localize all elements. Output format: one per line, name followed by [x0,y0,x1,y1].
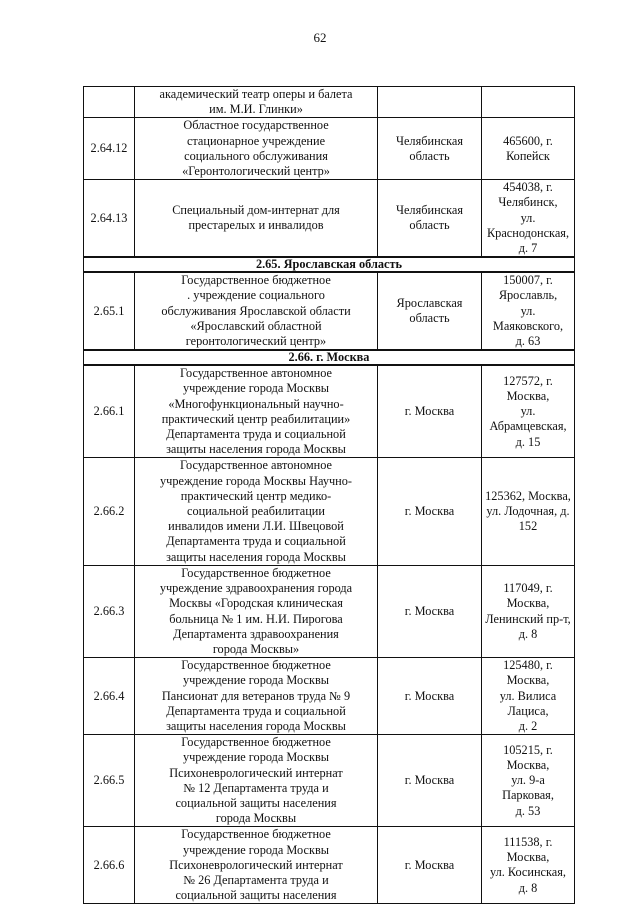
table-row [84,735,575,827]
table-row [84,658,575,735]
region-cell: Ярославская область [378,272,482,350]
institutions-table [83,86,575,904]
region-cell: г. Москва [378,827,482,904]
region-cell [378,87,482,118]
address-cell: 117049, г. Москва, Ленинский пр-т, д. 8 [482,565,575,657]
region-cell: г. Москва [378,658,482,735]
entry-number-cell: 2.64.13 [84,180,135,258]
section-title: 2.66. г. Москва [84,350,575,365]
address-cell: 125362, Москва, ул. Лодочная, д. 152 [482,458,575,565]
region-cell: Челябинская область [378,180,482,258]
institution-name-cell: Областное государственное стационарное учреждение социального обслуживания «Геронтологический центр» [135,118,378,180]
institution-name-cell: Государственное бюджетное . учреждение социального обслуживания Ярославской области «Ярославский областной геронтологический центр» [135,272,378,350]
address-cell: 454038, г. Челябинск, ул. Краснодонская, д. 7 [482,180,575,258]
entry-number-cell [84,87,135,118]
table-row [84,180,575,258]
entry-number-cell: 2.66.5 [84,735,135,827]
address-cell: 105215, г. Москва, ул. 9-а Парковая, д. 53 [482,735,575,827]
table-row [84,272,575,350]
entry-number-cell: 2.65.1 [84,272,135,350]
institution-name-cell: Государственное бюджетное учреждение города Москвы Психоневрологический интернат № 26 Департамента труда и социальной защиты населения [135,827,378,904]
institution-name-cell: Государственное бюджетное учреждение города Москвы Пансионат для ветеранов труда № 9 Департамента труда и социальной защиты населения города Москвы [135,658,378,735]
address-cell: 465600, г. Копейск [482,118,575,180]
entry-number-cell: 2.64.12 [84,118,135,180]
institution-name-cell: Государственное бюджетное учреждение здравоохранения города Москвы «Городская клиническая больница № 1 им. Н.И. Пирогова Департамента здравоохранения города Москвы» [135,565,378,657]
region-cell: г. Москва [378,458,482,565]
section-title: 2.65. Ярославская область [84,257,575,272]
institution-name-cell: академический театр оперы и балета им. М.И. Глинки» [135,87,378,118]
region-cell: г. Москва [378,735,482,827]
table-row [84,458,575,565]
address-cell: 111538, г. Москва, ул. Косинская, д. 8 [482,827,575,904]
table-row [84,365,575,458]
table-row [84,565,575,657]
institution-name-cell: Государственное автономное учреждение города Москвы «Многофункциональный научно- практический центр реабилитации» Департамента труда и социальной защиты населения города Москвы [135,365,378,458]
entry-number-cell: 2.66.3 [84,565,135,657]
section-header-row [84,257,575,272]
entry-number-cell: 2.66.6 [84,827,135,904]
section-header-row [84,350,575,365]
page-number: 62 [313,30,327,45]
table-row [84,827,575,904]
entry-number-cell: 2.66.1 [84,365,135,458]
region-cell: г. Москва [378,365,482,458]
address-cell: 150007, г. Ярославль, ул. Маяковского, д. 63 [482,272,575,350]
institution-name-cell: Специальный дом-интернат для престарелых и инвалидов [135,180,378,258]
table-row [84,87,575,118]
institution-name-cell: Государственное автономное учреждение города Москвы Научно- практический центр медико- социальной реабилитации инвалидов имени Л.И. Швецовой Департамента труда и социальной защиты населения города Москвы [135,458,378,565]
table-row [84,118,575,180]
entry-number-cell: 2.66.4 [84,658,135,735]
address-cell [482,87,575,118]
region-cell: Челябинская область [378,118,482,180]
institution-name-cell: Государственное бюджетное учреждение города Москвы Психоневрологический интернат № 12 Департамента труда и социальной защиты населения города Москвы [135,735,378,827]
table-body [84,87,575,904]
address-cell: 127572, г. Москва, ул. Абрамцевская, д. 15 [482,365,575,458]
region-cell: г. Москва [378,565,482,657]
entry-number-cell: 2.66.2 [84,458,135,565]
address-cell: 125480, г. Москва, ул. Вилиса Лациса, д. 2 [482,658,575,735]
